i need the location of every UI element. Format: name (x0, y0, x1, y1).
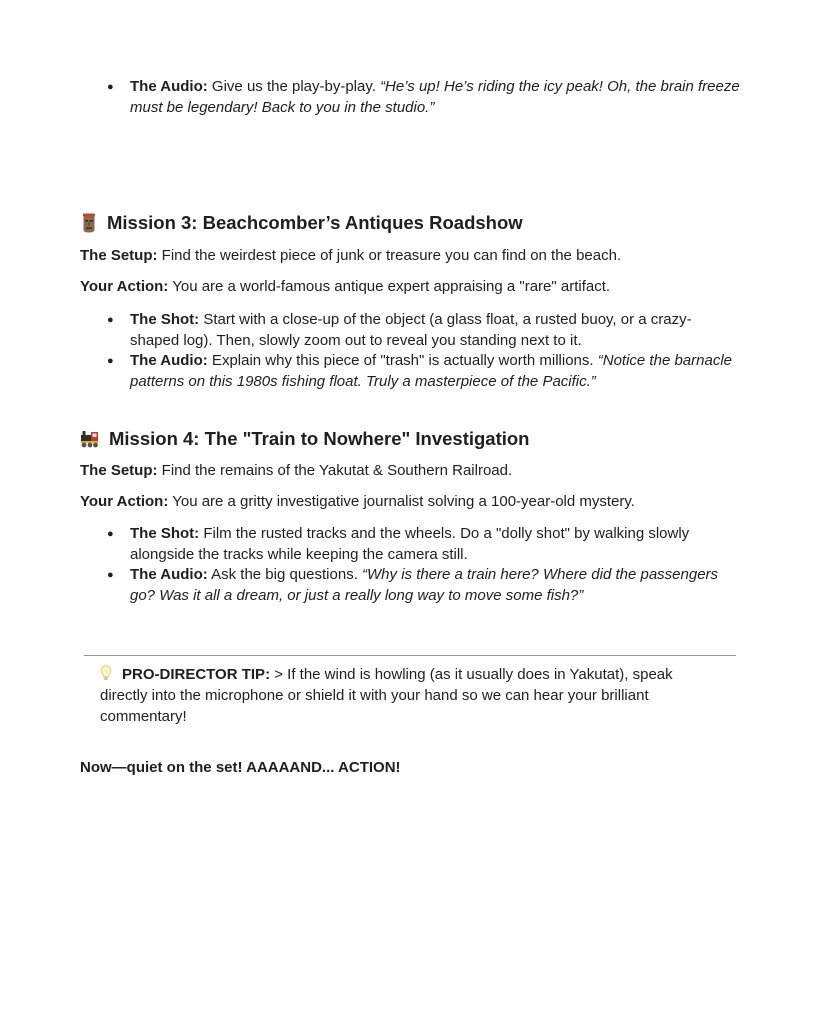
tip-text: > If the wind is howling (as it usually does in Yakutat), speak directly into the microphone or shield it with your hand so we can hear your brilliant commentary! (100, 666, 673, 725)
mission4-shot-bullet (80, 524, 740, 565)
mission3-heading (80, 212, 523, 234)
mission4-list (80, 524, 740, 606)
action-label: Your Action: (80, 278, 169, 295)
audio-quote: “Why is there a train here? Where did the passengers go? Was it all a dream, or just a really long way to move some fish?” (130, 566, 719, 604)
mission4-title: Mission 4: The "Train to Nowhere" Investigation (109, 428, 530, 449)
locomotive-icon (80, 430, 100, 448)
mission3-title: Mission 3: Beachcomber’s Antiques Roadshow (107, 212, 523, 233)
closing-line: Now—quiet on the set! AAAAAND... ACTION! (80, 759, 401, 776)
mission4-audio-bullet (80, 565, 740, 606)
audio-text: Ask the big questions. (207, 566, 363, 583)
mission3-shot-bullet (80, 310, 740, 351)
mission4-heading (80, 428, 530, 450)
pro-director-tip (100, 664, 720, 727)
audio-quote: “Notice the barnacle patterns on this 1980s fishing float. Truly a masterpiece of the Pacific.” (130, 352, 732, 390)
mission3-setup (80, 246, 621, 266)
setup-text: Find the weirdest piece of junk or treasure you can find on the beach. (157, 247, 622, 264)
shot-label: The Shot: (130, 525, 200, 542)
mission4-setup (80, 461, 512, 481)
bullet-label: The Audio: (130, 78, 208, 95)
bullet-text: Give us the play-by-play. (207, 78, 381, 95)
mission3-list (80, 310, 740, 392)
mission3-audio-bullet (80, 351, 740, 392)
setup-text: Find the remains of the Yakutat & Southern Railroad. (157, 462, 513, 479)
bullet-quote: “He’s up! He’s riding the icy peak! Oh, the brain freeze must be legendary! Back to you in the studio.” (130, 78, 740, 116)
action-text: You are a gritty investigative journalist solving a 100-year-old mystery. (168, 493, 635, 510)
tip-label: PRO-DIRECTOR TIP: (122, 666, 271, 683)
audio-text: Explain why this piece of "trash" is actually worth millions. (207, 352, 598, 369)
setup-label: The Setup: (80, 462, 158, 479)
mission4-action (80, 492, 635, 512)
mission2-list (80, 77, 740, 118)
mission2-audio-bullet (80, 77, 740, 118)
shot-label: The Shot: (130, 311, 200, 328)
shot-text: Film the rusted tracks and the wheels. Do a "dolly shot" by walking slowly alongside the tracks while keeping the camera still. (130, 525, 690, 563)
lightbulb-icon (100, 665, 112, 681)
audio-label: The Audio: (130, 566, 208, 583)
action-text: You are a world-famous antique expert appraising a "rare" artifact. (168, 278, 611, 295)
horizontal-divider (84, 655, 736, 656)
shot-text: Start with a close-up of the object (a glass float, a rusted buoy, or a crazy-shaped log). Then, slowly zoom out to reveal you standing next to it. (130, 311, 692, 349)
moai-icon (80, 213, 98, 233)
audio-label: The Audio: (130, 352, 208, 369)
setup-label: The Setup: (80, 247, 158, 264)
mission3-action (80, 277, 610, 297)
action-label: Your Action: (80, 493, 169, 510)
